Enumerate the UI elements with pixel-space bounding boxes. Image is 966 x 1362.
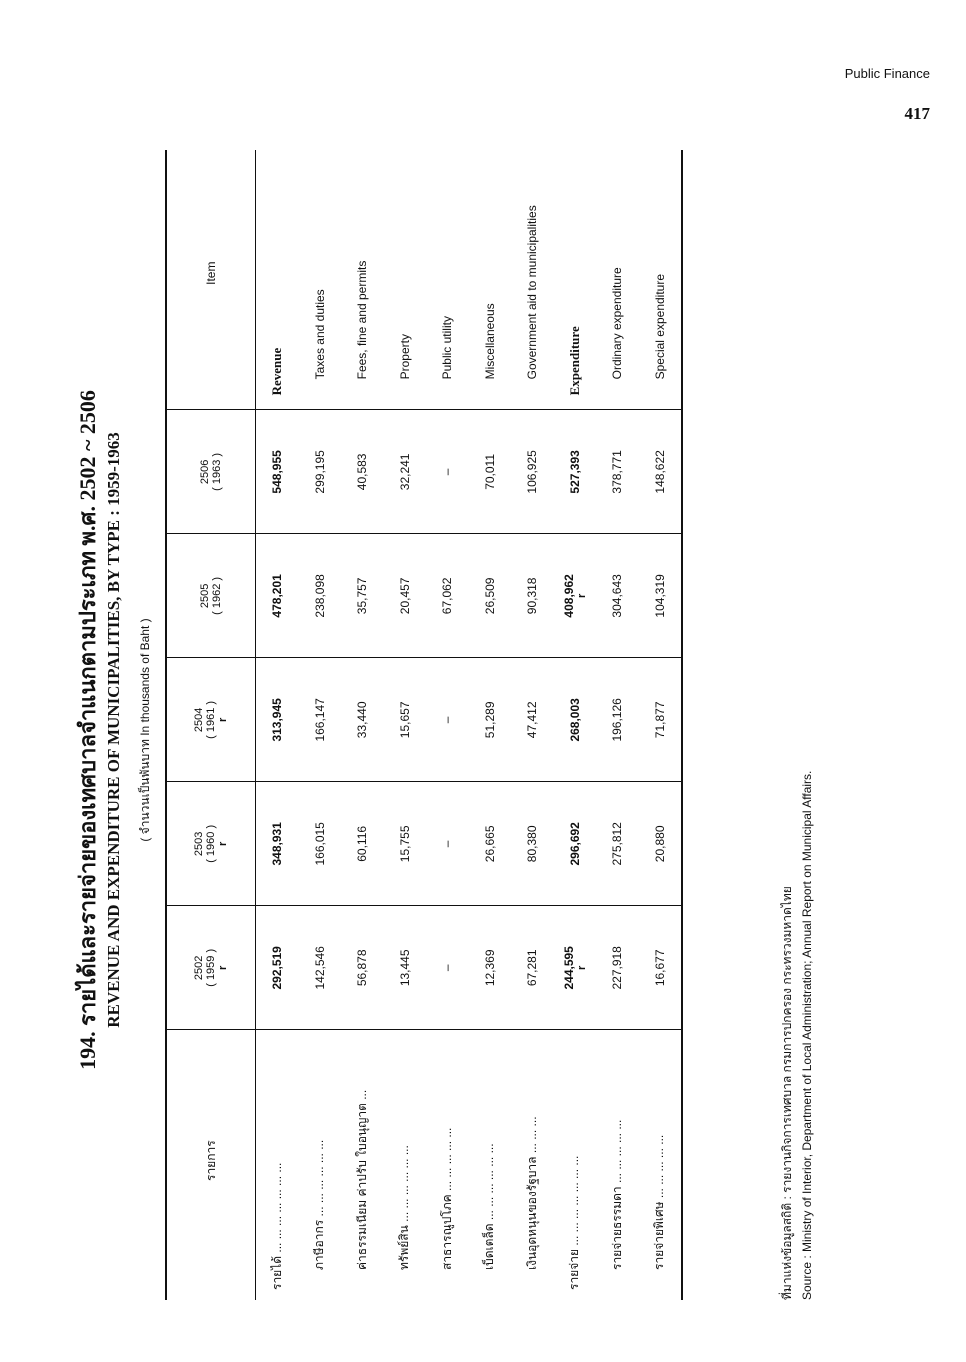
value-cell: [341, 410, 384, 534]
value-text: 40,583: [355, 453, 370, 491]
value-text: 166,015: [312, 822, 327, 866]
value-cell: [639, 782, 683, 906]
value-cell: [299, 906, 342, 1030]
value-cell: [384, 534, 427, 658]
value-text: 296,692: [567, 822, 582, 866]
value-text: 299,195: [312, 450, 327, 494]
header-year: 2506 ( 1963 ): [166, 410, 256, 534]
table-row: [554, 150, 597, 1300]
value-cell: [341, 906, 384, 1030]
value-cell: [554, 534, 597, 658]
row-label-thai: เงินอุดหนุนของรัฐบาล ... ... ...: [511, 1030, 554, 1300]
value-cell: [256, 658, 299, 782]
value-text: 20,880: [652, 825, 667, 863]
row-label-thai: ทรัพย์สิน ... ... ... ... ... ...: [384, 1030, 427, 1300]
value-cell: [554, 906, 597, 1030]
value-cell: [554, 658, 597, 782]
value-cell: [554, 782, 597, 906]
value-text: 142,546: [312, 946, 327, 990]
row-label-english: Property: [397, 334, 412, 380]
value-text: 16,677: [652, 949, 667, 987]
value-cell: [256, 906, 299, 1030]
page-number: 417: [904, 104, 930, 123]
value-cell: [426, 658, 469, 782]
value-text: 32,241: [397, 453, 412, 491]
value-text: 12,369: [482, 949, 497, 987]
value-text: –: [440, 840, 455, 848]
value-text: 275,812: [610, 822, 625, 866]
value-cell: [426, 410, 469, 534]
value-text: 71,877: [652, 701, 667, 739]
table-row: [511, 150, 554, 1300]
value-text: 268,003: [567, 698, 582, 742]
value-text: 196,126: [610, 698, 625, 742]
value-cell: [596, 410, 639, 534]
table-row: [426, 150, 469, 1300]
row-label-english: Ordinary expenditure: [610, 267, 625, 380]
row-label-thai: รายจ่ายพิเศษ ... ... ... ... ...: [639, 1030, 683, 1300]
value-cell: [511, 658, 554, 782]
value-text: –: [440, 468, 455, 476]
title-english: REVENUE AND EXPENDITURE OF MUNICIPALITIES, BY TYPE : 1959-1963: [104, 432, 123, 1028]
value-text: 106,925: [525, 450, 540, 494]
value-text: 26,665: [482, 825, 497, 863]
row-label-english: Revenue: [269, 347, 285, 396]
table-header-row: [166, 150, 256, 1300]
value-cell: [384, 658, 427, 782]
value-text: 35,757: [355, 577, 370, 615]
value-text: –: [440, 716, 455, 724]
row-label-english: Fees, fine and permits: [355, 260, 370, 380]
table-row: [256, 150, 299, 1300]
value-text: 67,062: [440, 577, 455, 615]
value-cell: [639, 410, 683, 534]
value-cell: [469, 782, 512, 906]
value-cell: [596, 782, 639, 906]
table-row: [469, 150, 512, 1300]
row-label-english: Public utility: [440, 316, 455, 380]
value-text: 527,393: [567, 450, 582, 494]
table-row: [639, 150, 683, 1300]
value-text: 378,771: [610, 450, 625, 494]
value-cell: [639, 534, 683, 658]
value-text: 166,147: [312, 698, 327, 742]
value-cell: [256, 782, 299, 906]
row-label-english: Government aid to municipalities: [525, 205, 540, 380]
value-text: 26,509: [482, 577, 497, 615]
rotated-table-page: [60, 150, 860, 1310]
value-cell: [596, 658, 639, 782]
value-cell: [384, 782, 427, 906]
value-text: 304,643: [610, 574, 625, 618]
header-year: 2502 ( 1959 ) r: [166, 906, 256, 1030]
value-cell: [256, 534, 299, 658]
value-cell: [341, 534, 384, 658]
table-row: [299, 150, 342, 1300]
header-thai-item: รายการ: [166, 1030, 256, 1300]
value-text: 15,755: [397, 825, 412, 863]
header-year: 2504 ( 1961 ) r: [166, 658, 256, 782]
revenue-expenditure-table: [165, 150, 683, 1300]
value-text: 244,595: [561, 946, 576, 990]
value-text: 20,457: [397, 577, 412, 615]
header-year: 2503 ( 1960 ) r: [166, 782, 256, 906]
row-label-english: Expenditure: [566, 326, 582, 396]
value-cell: [426, 534, 469, 658]
value-cell: [469, 410, 512, 534]
row-label-thai: รายได้ ... ... ... ... ... ... ...: [256, 1030, 299, 1300]
source-english: Source : Ministry of Interior, Department of Local Administration; Annual Report on Municipal Affairs.: [800, 770, 814, 1300]
row-label-english: Taxes and duties: [312, 289, 327, 380]
value-cell: [299, 782, 342, 906]
value-text: 33,440: [355, 701, 370, 739]
value-cell: [469, 534, 512, 658]
value-text: 15,657: [397, 701, 412, 739]
row-label-thai: รายจ่ายธรรมดา ... ... ... ... ...: [596, 1030, 639, 1300]
header-year: 2505 ( 1962 ): [166, 534, 256, 658]
value-cell: [256, 410, 299, 534]
value-cell: [469, 906, 512, 1030]
value-text: 70,011: [482, 453, 497, 490]
value-text: 60,116: [355, 825, 370, 862]
value-text: 67,281: [525, 949, 540, 987]
value-text: 478,201: [270, 574, 285, 618]
section-header: Public Finance: [844, 66, 930, 81]
table-row: [384, 150, 427, 1300]
value-cell: [299, 410, 342, 534]
value-cell: [384, 906, 427, 1030]
value-cell: [341, 658, 384, 782]
value-cell: [639, 906, 683, 1030]
value-text: 13,445: [397, 949, 412, 987]
row-label-english: Miscellaneous: [482, 303, 497, 380]
row-label-english: Special expenditure: [639, 150, 683, 410]
value-text: 348,931: [270, 822, 285, 866]
unit-note: ( จำนวนเป็นพันบาท In thousands of Baht ): [138, 618, 152, 842]
row-label-thai: ค่าธรรมเนียม ค่าปรับ ใบอนุญาต ...: [341, 1030, 384, 1300]
value-cell: [511, 410, 554, 534]
row-label-thai: ภาษีอากร ... ... ... ... ... ...: [299, 1030, 342, 1300]
value-cell: [639, 658, 683, 782]
value-cell: [511, 534, 554, 658]
table-row: [341, 150, 384, 1300]
value-text: 47,412: [525, 701, 540, 739]
value-text: 408,962: [561, 574, 576, 618]
value-cell: [426, 906, 469, 1030]
value-cell: [384, 410, 427, 534]
title-thai: 194. รายได้และรายจ่ายของเทศบาลจำแนกตามประเภท พ.ศ. 2502 ~ 2506: [75, 390, 100, 1070]
value-cell: [511, 906, 554, 1030]
value-cell: [469, 658, 512, 782]
value-text: 104,319: [652, 574, 667, 618]
value-text: 313,945: [270, 698, 285, 742]
table-row: [596, 150, 639, 1300]
header-item: Item: [166, 150, 256, 410]
revision-mark: r: [575, 965, 588, 970]
source-thai: ที่มาแห่งข้อมูลสถิติ : รายงานกิจการเทศบาล กรมการปกครอง กระทรวงมหาดไทย: [780, 886, 794, 1300]
value-text: 90,318: [525, 577, 540, 615]
value-text: 292,519: [270, 946, 285, 990]
value-cell: [596, 534, 639, 658]
value-cell: [554, 410, 597, 534]
value-text: 548,955: [270, 450, 285, 494]
value-cell: [426, 782, 469, 906]
value-text: 51,289: [482, 701, 497, 739]
value-cell: [299, 658, 342, 782]
value-text: 148,622: [652, 450, 667, 494]
row-label-thai: รายจ่าย ... ... ... ... ... ... ...: [554, 1030, 597, 1300]
value-text: 238,098: [312, 574, 327, 618]
value-cell: [511, 782, 554, 906]
value-text: 80,380: [525, 825, 540, 863]
value-text: 56,878: [355, 949, 370, 987]
value-text: 227,918: [610, 946, 625, 990]
value-text: –: [440, 964, 455, 972]
row-label-thai: เบ็ดเตล็ด ... ... ... ... ... ...: [469, 1030, 512, 1300]
row-label-thai: สาธารณูปโภค ... ... ... ... ...: [426, 1030, 469, 1300]
revision-mark: r: [575, 593, 588, 599]
value-cell: [299, 534, 342, 658]
value-cell: [596, 906, 639, 1030]
value-cell: [341, 782, 384, 906]
